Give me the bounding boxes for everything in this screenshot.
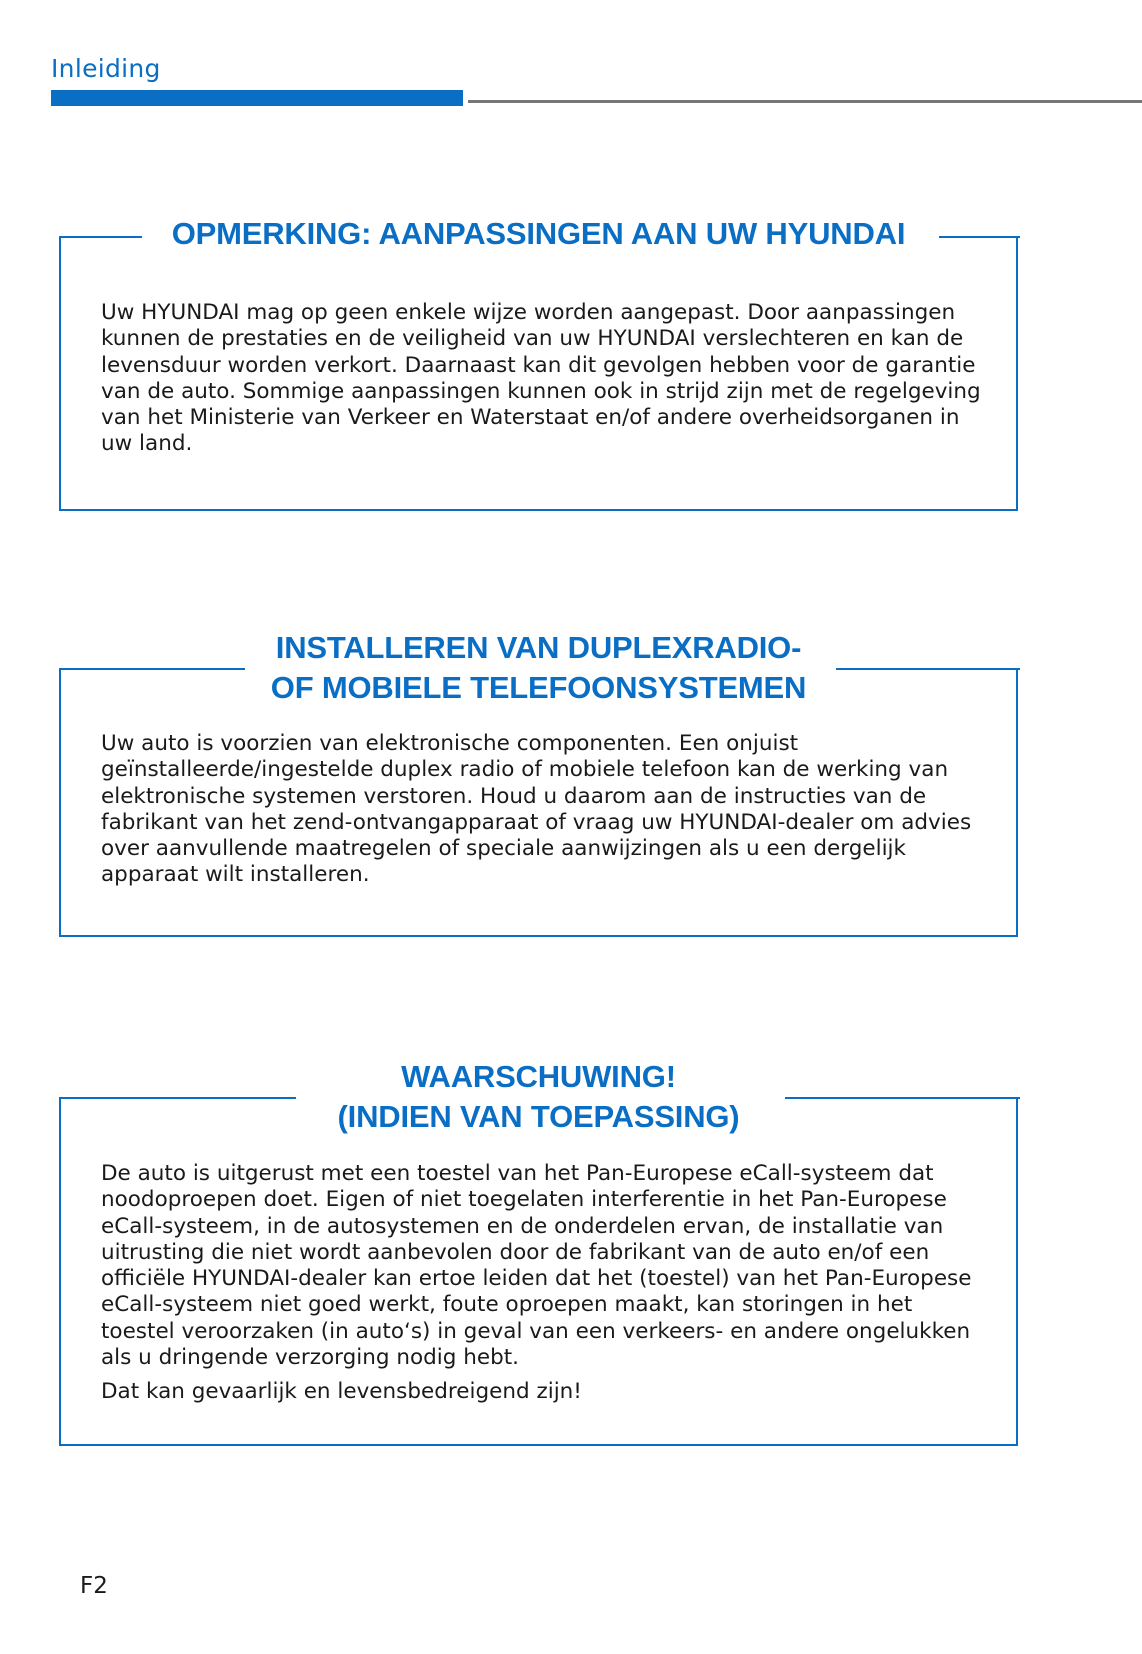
- box-title: [61, 628, 1016, 708]
- box-title-line: WAARSCHUWING!: [401, 1059, 676, 1094]
- box-title: [61, 214, 1016, 254]
- notice-box-radio-phone: [59, 630, 1018, 937]
- box-body: [101, 300, 986, 458]
- box-paragraph: De auto is uitgerust met een toestel van het Pan-Europese eCall-systeem dat noodoproepen doet. Eigen of niet toegelaten interferentie in het Pan-Europese eCall-systeem, in de autosystemen en de onderdelen ervan, de installatie van uitrusting die niet wordt aanbevolen door de fabrikant van de auto en/of een officiële HYUNDAI-dealer kan ertoe leiden dat het (toestel) van het Pan-Europese eCall-systeem niet goed werkt, foute oproepen maakt, kan storingen in het toestel veroorzaken (in auto‘s) in geval van een verkeers- en andere ongelukken als u dringende verzorging nodig hebt.: [101, 1161, 972, 1371]
- box-title-line: OPMERKING: AANPASSINGEN AAN UW HYUNDAI: [171, 216, 906, 251]
- box-title-line: (INDIEN VAN TOEPASSING): [337, 1099, 740, 1134]
- box-body: [101, 731, 986, 889]
- box-paragraph: Uw HYUNDAI mag op geen enkele wijze worden aangepast. Door aanpassingen kunnen de prestaties en de veiligheid van uw HYUNDAI verslechteren en kan de levensduur worden verkort. Daarnaast kan dit gevolgen hebben voor de garantie van de auto. Sommige aanpassingen kunnen ook in strijd zijn met de regelgeving van het Ministerie van Verkeer en Waterstaat en/of andere overheidsorganen in uw land.: [101, 300, 981, 457]
- notice-box-modifications: [59, 216, 1018, 511]
- box-title-line: OF MOBIELE TELEFOONSYSTEMEN: [270, 670, 807, 705]
- box-paragraph: Dat kan gevaarlijk en levensbedreigend zijn!: [101, 1379, 582, 1405]
- box-title-line: INSTALLEREN VAN DUPLEXRADIO-: [275, 630, 802, 665]
- header-rule-grey: [468, 100, 1142, 103]
- warning-box-ecall: [59, 1059, 1018, 1446]
- section-label: Inleiding: [51, 54, 161, 83]
- box-paragraph: Uw auto is voorzien van elektronische componenten. Een onjuist geïnstalleerde/ingestelde duplex radio of mobiele telefoon kan de werking van elektronische systemen verstoren. Houd u daarom aan de instructies van de fabrikant van het zend-ontvangapparaat of vraag uw HYUNDAI-dealer om advies over aanvullende maatregelen of speciale aanwijzingen als u een dergelijk apparaat wilt installeren.: [101, 731, 972, 888]
- header-bar-blue: [51, 90, 463, 106]
- box-body: [101, 1161, 986, 1406]
- box-title: [61, 1057, 1016, 1137]
- page-number: F2: [80, 1573, 108, 1599]
